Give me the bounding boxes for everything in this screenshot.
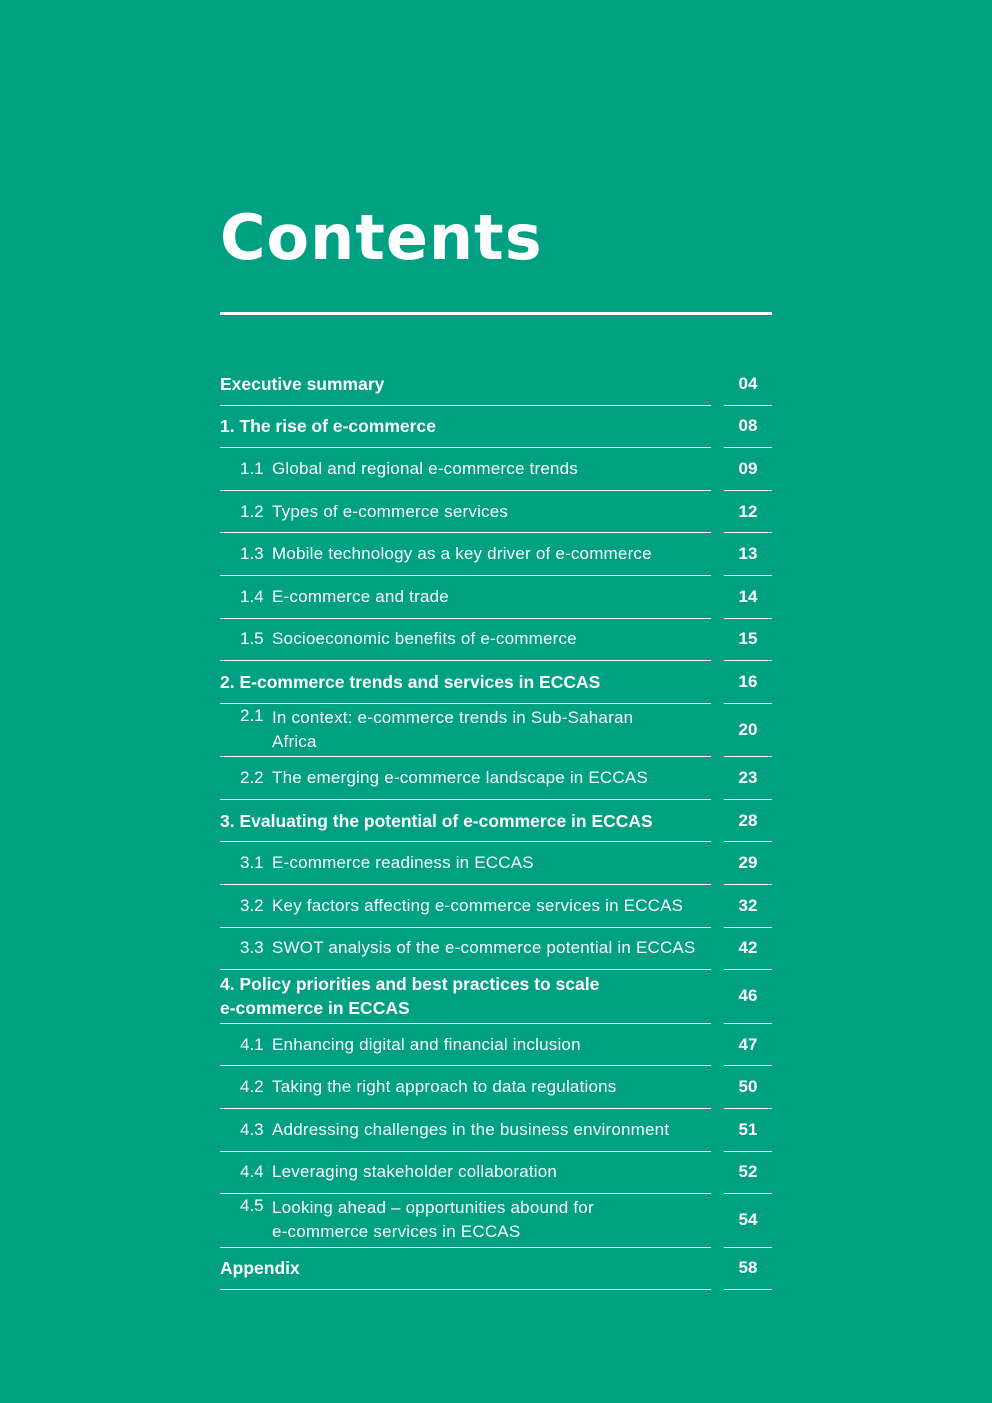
- toc-section-title: Addressing challenges in the business environment: [272, 1119, 670, 1139]
- toc-page-number: 14: [724, 576, 772, 619]
- page-title: Contents: [220, 201, 543, 274]
- toc-section-number: 4.2: [240, 1077, 264, 1097]
- toc-page-number: 42: [724, 928, 772, 971]
- toc-entry-label-cell: [220, 928, 711, 971]
- toc-entry-label-cell: [220, 363, 711, 406]
- toc-entry-label-cell: [220, 757, 711, 800]
- toc-section-number: 4.5: [240, 1196, 264, 1216]
- toc-entry[interactable]: [220, 928, 772, 971]
- toc-gap: [711, 1109, 724, 1152]
- toc-section-title: Enhancing digital and financial inclusion: [272, 1034, 581, 1054]
- toc-section-number: 3.2: [240, 895, 264, 915]
- toc-entry[interactable]: [220, 448, 772, 491]
- toc-section-title: Key factors affecting e-commerce services in ECCAS: [272, 895, 684, 915]
- toc-entry-label-cell: [220, 800, 711, 843]
- toc-gap: [711, 619, 724, 662]
- toc-entry-label-cell: [220, 576, 711, 619]
- toc-page-number: 58: [724, 1248, 772, 1291]
- toc-section-number: 3.3: [240, 938, 264, 958]
- toc-section-number: 1.4: [240, 586, 264, 606]
- toc-entry[interactable]: [220, 885, 772, 928]
- toc-entry-label-cell: [220, 1066, 711, 1109]
- toc-gap: [711, 800, 724, 843]
- toc-section-number: 4.1: [240, 1034, 264, 1054]
- toc-entry[interactable]: [220, 619, 772, 662]
- toc-section-number: 2.1: [240, 705, 264, 725]
- toc-entry-label-cell: [220, 406, 711, 449]
- toc-gap: [711, 1194, 724, 1248]
- toc-page-number: 50: [724, 1066, 772, 1109]
- toc-section-title: Mobile technology as a key driver of e-commerce: [272, 544, 652, 564]
- toc-entry-label-cell: [220, 1024, 711, 1067]
- toc-entry[interactable]: [220, 1066, 772, 1109]
- toc-gap: [711, 1024, 724, 1067]
- toc-page-number: 23: [724, 757, 772, 800]
- toc-page-number: 47: [724, 1024, 772, 1067]
- toc-entry-label-cell: [220, 661, 711, 704]
- toc-section-number: 1.1: [240, 458, 264, 478]
- toc-page-number: 29: [724, 842, 772, 885]
- toc-gap: [711, 533, 724, 576]
- toc-entry-label-cell: [220, 1248, 711, 1291]
- toc-entry-label-cell: [220, 491, 711, 534]
- toc-gap: [711, 363, 724, 406]
- toc-chapter-title: 1. The rise of e-commerce: [220, 416, 436, 437]
- toc-page-number: 28: [724, 800, 772, 843]
- toc-section-title: In context: e-commerce trends in Sub-Saharan Africa: [272, 708, 634, 751]
- toc-entry[interactable]: [220, 970, 772, 1024]
- toc-section-title: Types of e-commerce services: [272, 501, 509, 521]
- toc-chapter-title: Appendix: [220, 1258, 300, 1279]
- toc-chapter-title: 3. Evaluating the potential of e-commerce in ECCAS: [220, 810, 653, 831]
- toc-entry[interactable]: [220, 406, 772, 449]
- toc-entry[interactable]: [220, 704, 772, 758]
- title-divider: [220, 312, 772, 315]
- toc-section-number: 4.4: [240, 1162, 264, 1182]
- toc-page-number: 54: [724, 1194, 772, 1248]
- toc-entry[interactable]: [220, 491, 772, 534]
- toc-entry[interactable]: [220, 363, 772, 406]
- toc-entry[interactable]: [220, 1248, 772, 1291]
- toc-entry-label-cell: [220, 885, 711, 928]
- toc-section-title: The emerging e-commerce landscape in ECCAS: [272, 768, 648, 788]
- toc-page-number: 08: [724, 406, 772, 449]
- toc-page-number: 46: [724, 970, 772, 1024]
- toc-entry[interactable]: [220, 661, 772, 704]
- toc-gap: [711, 1152, 724, 1195]
- toc-gap: [711, 885, 724, 928]
- toc-gap: [711, 842, 724, 885]
- toc-page-number: 12: [724, 491, 772, 534]
- toc-section-number: 4.3: [240, 1119, 264, 1139]
- toc-entry[interactable]: [220, 842, 772, 885]
- toc-section-title: SWOT analysis of the e-commerce potential in ECCAS: [272, 938, 696, 958]
- toc-section-title: Taking the right approach to data regulations: [272, 1077, 617, 1097]
- toc-gap: [711, 576, 724, 619]
- toc-entry[interactable]: [220, 533, 772, 576]
- toc-page-number: 52: [724, 1152, 772, 1195]
- toc-section-title: Looking ahead – opportunities abound for e-commerce services in ECCAS: [272, 1198, 594, 1242]
- toc-gap: [711, 704, 724, 758]
- toc-entry[interactable]: [220, 800, 772, 843]
- toc-entry-label-cell: [220, 704, 711, 758]
- toc-section-number: 2.2: [240, 768, 264, 788]
- toc-entry[interactable]: [220, 757, 772, 800]
- toc-entry-label-cell: [220, 970, 711, 1024]
- toc-section-number: 1.5: [240, 629, 264, 649]
- toc-section-number: 1.3: [240, 544, 264, 564]
- toc-page-number: 09: [724, 448, 772, 491]
- toc-gap: [711, 1066, 724, 1109]
- toc-entry-label-cell: [220, 1152, 711, 1195]
- toc-page-number: 13: [724, 533, 772, 576]
- toc-chapter-title: Executive summary: [220, 373, 385, 394]
- toc-section-title: Socioeconomic benefits of e-commerce: [272, 629, 577, 649]
- toc-gap: [711, 1248, 724, 1291]
- toc-entry-label-cell: [220, 619, 711, 662]
- toc-gap: [711, 491, 724, 534]
- toc-entry-label-cell: [220, 1194, 711, 1248]
- toc-page-number: 20: [724, 704, 772, 758]
- toc-section-title: Global and regional e-commerce trends: [272, 458, 578, 478]
- toc-section-number: 3.1: [240, 853, 264, 873]
- toc-entry[interactable]: [220, 1152, 772, 1195]
- toc-gap: [711, 928, 724, 971]
- toc-entry[interactable]: [220, 1024, 772, 1067]
- toc-section-title: E-commerce readiness in ECCAS: [272, 853, 534, 873]
- toc-gap: [711, 970, 724, 1024]
- toc-chapter-title: 2. E-commerce trends and services in ECCAS: [220, 671, 601, 692]
- toc-gap: [711, 406, 724, 449]
- toc-chapter-title: 4. Policy priorities and best practices to scale e-commerce in ECCAS: [220, 974, 600, 1019]
- toc-gap: [711, 448, 724, 491]
- toc-page-number: 32: [724, 885, 772, 928]
- toc-section-title: E-commerce and trade: [272, 586, 449, 606]
- toc-entry-label-cell: [220, 1109, 711, 1152]
- toc-entry-label-cell: [220, 842, 711, 885]
- toc-gap: [711, 661, 724, 704]
- toc-entry-label-cell: [220, 533, 711, 576]
- toc-section-title: Leveraging stakeholder collaboration: [272, 1162, 558, 1182]
- toc-entry-label-cell: [220, 448, 711, 491]
- toc-entry[interactable]: [220, 1194, 772, 1248]
- toc-gap: [711, 757, 724, 800]
- toc-page-number: 15: [724, 619, 772, 662]
- toc-entry[interactable]: [220, 1109, 772, 1152]
- toc-page-number: 16: [724, 661, 772, 704]
- toc-page-number: 51: [724, 1109, 772, 1152]
- table-of-contents: [220, 363, 772, 1290]
- toc-page-number: 04: [724, 363, 772, 406]
- toc-section-number: 1.2: [240, 501, 264, 521]
- toc-entry[interactable]: [220, 576, 772, 619]
